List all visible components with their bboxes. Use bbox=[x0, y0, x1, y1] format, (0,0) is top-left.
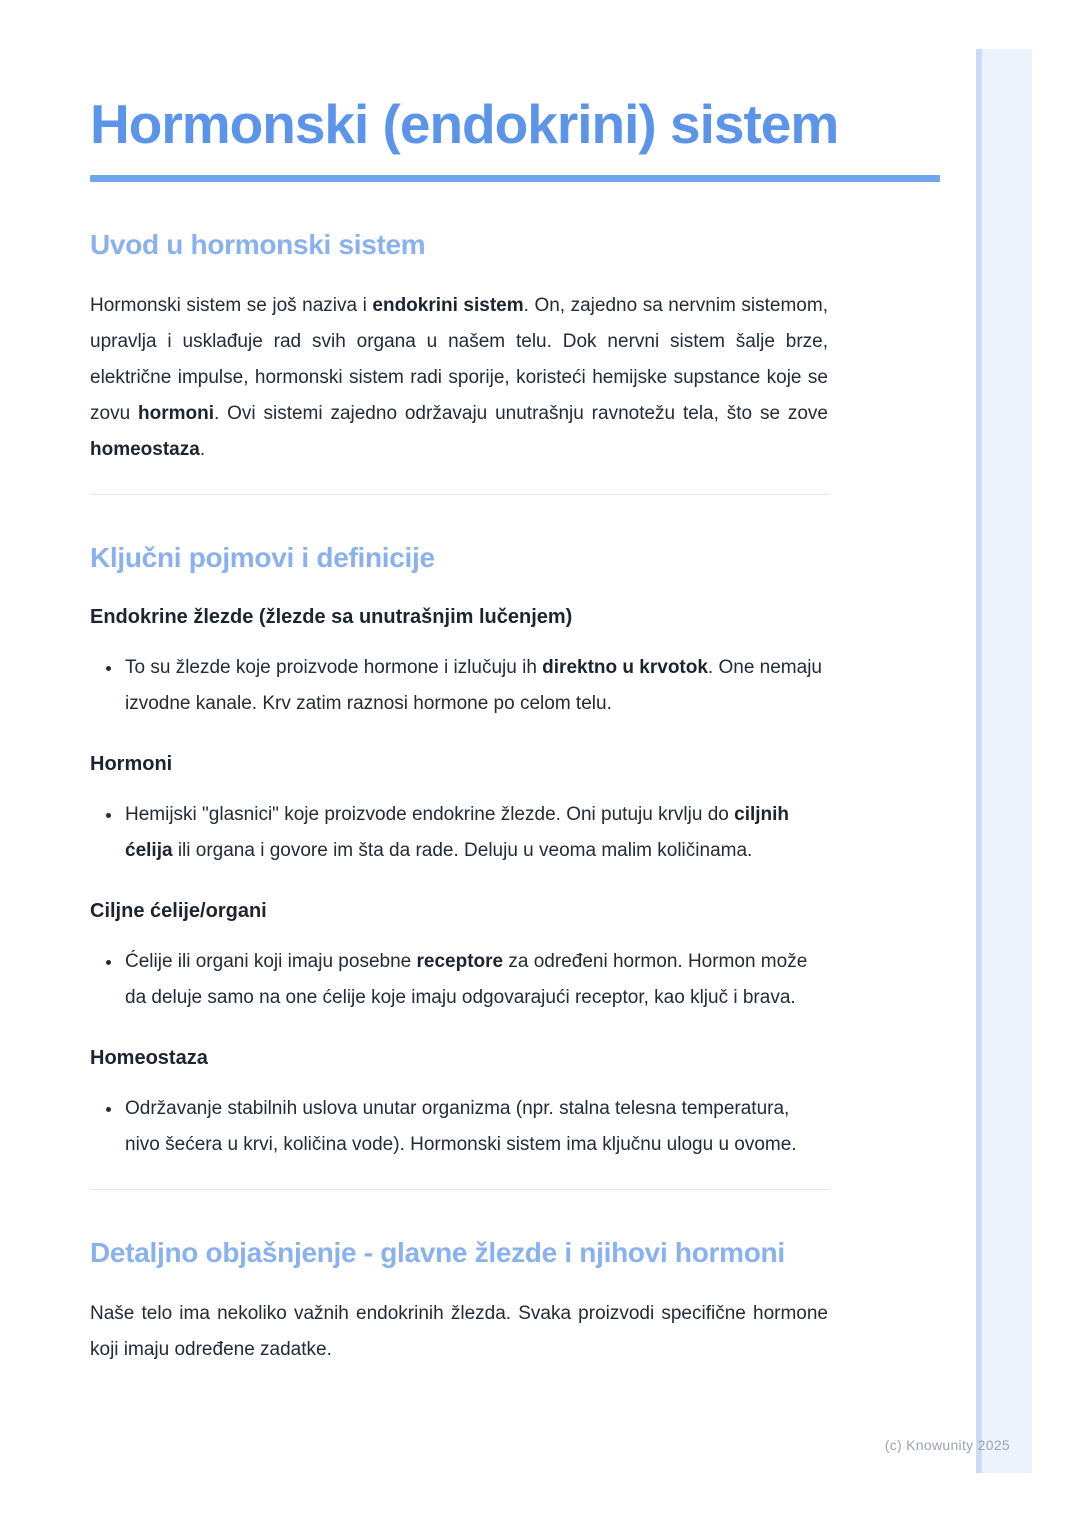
copyright-footer: (c) Knowunity 2025 bbox=[884, 1437, 1010, 1453]
page-edge-decoration bbox=[976, 49, 1032, 1473]
section-heading-key-terms: Ključni pojmovi i definicije bbox=[90, 542, 435, 573]
term-heading-endokrine-zlezde: Endokrine žlezde (žlezde sa unutrašnjim lučenjem) bbox=[90, 606, 573, 628]
intro-paragraph: Hormonski sistem se još naziva i endokrini sistem. On, zajedno sa nervnim sistemom, upravlja i usklađuje rad svih organa u našem telu. Dok nervni sistem šalje brze, električne impulse, hormonski sistem radi sporije, koristeći hemijske supstance koje se zovu hormoni. Ovi sistemi zajedno održavaju unutrašnju ravnotežu tela, što se zove homeostaza. bbox=[90, 295, 829, 460]
term-bullet: • To su žlezde koje proizvode hormone i izlučuju ih direktno u krvotok. One nemaju izvodne kanale. Krv zatim raznosi hormone po celom telu. bbox=[123, 650, 828, 722]
section-heading-detailed: Detaljno objašnjenje - glavne žlezde i njihovi hormoni bbox=[90, 1237, 785, 1268]
term-heading-homeostaza: Homeostaza bbox=[90, 1047, 208, 1069]
section-divider bbox=[90, 494, 830, 495]
term-bullet-list bbox=[90, 650, 828, 722]
page-title: Hormonski (endokrini) sistem bbox=[90, 93, 839, 155]
term-bullet: • Održavanje stabilnih uslova unutar organizma (npr. stalna telesna temperatura, nivo šećera u krvi, količina vode). Hormonski sistem ima ključnu ulogu u ovome. bbox=[123, 1091, 828, 1163]
document-content bbox=[90, 0, 942, 1368]
term-heading-ciljne-celije: Ciljne ćelije/organi bbox=[90, 900, 267, 922]
term-bullet-list bbox=[90, 1091, 828, 1163]
detailed-paragraph: Naše telo ima nekoliko važnih endokrinih žlezda. Svaka proizvodi specifične hormone koji imaju određene zadatke. bbox=[90, 1303, 828, 1360]
term-bullet: • Hemijski "glasnici" koje proizvode endokrine žlezde. Oni putuju krvlju do ciljnih ćelija ili organa i govore im šta da rade. Deluju u veoma malim količinama. bbox=[123, 797, 828, 869]
term-bullet-list bbox=[90, 944, 828, 1016]
term-bullet-list bbox=[90, 797, 828, 869]
section-heading-intro: Uvod u hormonski sistem bbox=[90, 229, 426, 260]
term-heading-hormoni: Hormoni bbox=[90, 753, 173, 775]
title-underline bbox=[90, 175, 940, 182]
term-bullet: • Ćelije ili organi koji imaju posebne receptore za određeni hormon. Hormon može da deluje samo na one ćelije koje imaju odgovarajući receptor, kao ključ i brava. bbox=[123, 944, 828, 1016]
section-divider bbox=[90, 1189, 830, 1190]
